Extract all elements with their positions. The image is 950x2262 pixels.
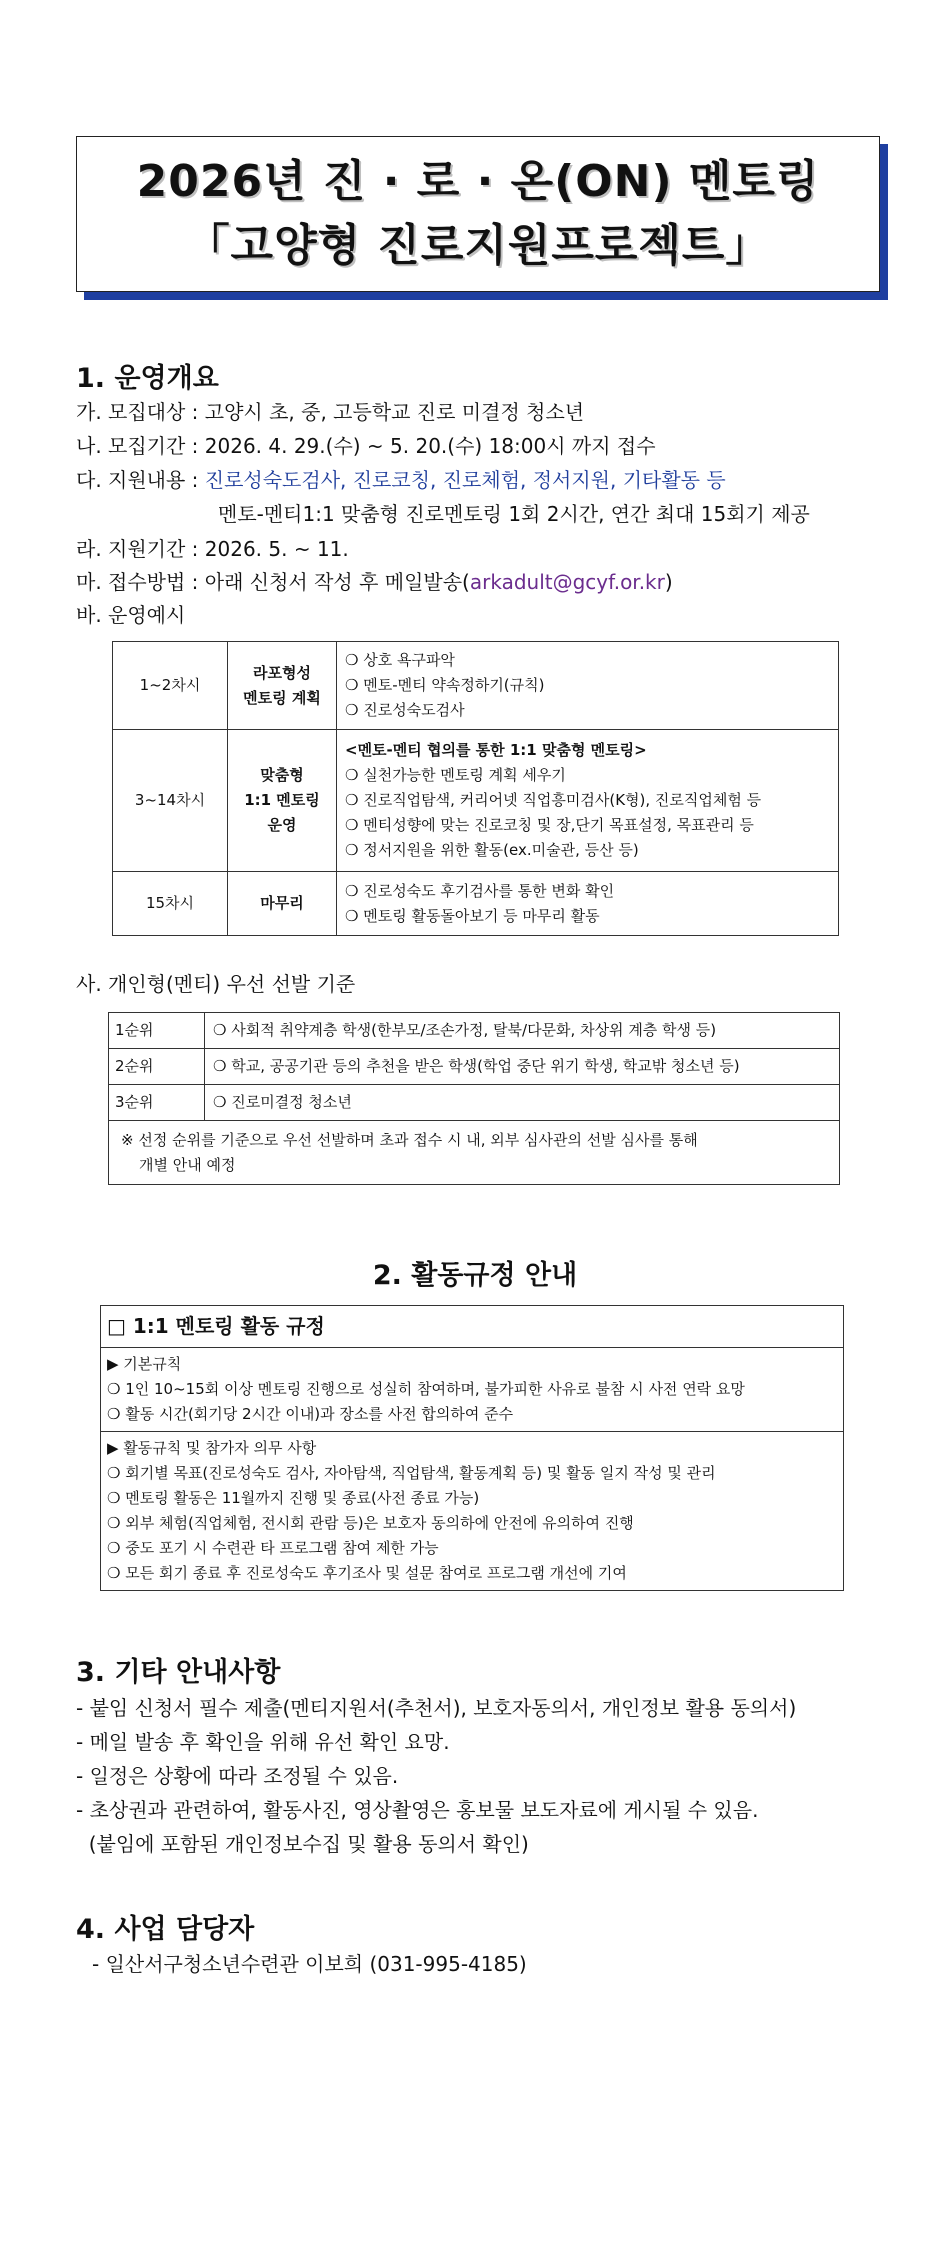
title-line-1: 2026년 진 · 로 · 온(ON) 멘토링 — [136, 156, 820, 207]
priority-heading: 사. 개인형(멘티) 우선 선발 기준 — [76, 972, 356, 996]
content-cell: ❍ 진로성숙도 후기검사를 통한 변화 확인 ❍ 멘토링 활동돌아보기 등 마무리 활동 — [337, 872, 839, 936]
section1-heading: 1. 운영개요 — [76, 363, 219, 394]
basic-rules-cell: ▶ 기본규칙 ❍ 1인 10~15회 이상 멘토링 진행으로 성실히 참여하며, 불가피한 사유로 불참 시 사전 연락 요망 ❍ 활동 시간(회기당 2시간 이내)과 장소를 사전 합의하여 준수 — [101, 1348, 844, 1432]
duty-rules-cell: ▶ 활동규칙 및 참가자 의무 사항 ❍ 회기별 목표(진로성숙도 검사, 자아탐색, 직업탐색, 활동계획 등) 및 활동 일지 작성 및 관리 ❍ 멘토링 활동은 11월까지 진행 및 종료(사전 종료 가능) ❍ 외부 체험(직업체험, 전시회 관람 등)은 보호자 동의하에 안전에 유의하여 진행 ❍ 중도 포기 시 수련관 타 프로그램 참여 제한 가능 ❍ 모든 회기 종료 후 진로성숙도 후기조사 및 설문 참여로 프로그램 개선에 기여 — [101, 1432, 844, 1591]
operation-example-table — [112, 641, 839, 936]
content-cell: ❍ 상호 욕구파악 ❍ 멘토-멘티 약속정하기(규칙) ❍ 진로성숙도검사 — [337, 642, 839, 730]
session-cell: 15차시 — [113, 872, 228, 936]
table-row — [109, 1049, 840, 1085]
session-cell: 3~14차시 — [113, 730, 228, 872]
title-line-2: 「고양형 진로지원프로젝트」 — [185, 220, 771, 271]
notice-item: (붙임에 포함된 개인정보수집 및 활용 동의서 확인) — [76, 1832, 529, 1856]
notice-item: - 초상권과 관련하여, 활동사진, 영상촬영은 홍보물 보도자료에 게시될 수 있음. — [76, 1798, 759, 1822]
table-row — [109, 1013, 840, 1049]
section3-heading: 3. 기타 안내사항 — [76, 1657, 281, 1688]
contact-email[interactable]: arkadult@gcyf.or.kr — [469, 570, 665, 594]
notice-item: - 메일 발송 후 확인을 위해 유선 확인 요망. — [76, 1730, 450, 1754]
table-row — [109, 1121, 840, 1185]
section4-heading: 4. 사업 담당자 — [76, 1914, 255, 1945]
overview-period: 나. 모집기간 : 2026. 4. 29.(수) ~ 5. 20.(수) 18:00시 까지 접수 — [76, 434, 656, 458]
priority-table — [108, 1012, 840, 1185]
table-row — [109, 1085, 840, 1121]
table-row — [113, 642, 839, 730]
notice-item: - 붙임 신청서 필수 제출(멘티지원서(추천서), 보호자동의서, 개인정보 활용 동의서) — [76, 1696, 797, 1720]
table-row — [101, 1306, 844, 1348]
overview-duration: 라. 지원기간 : 2026. 5. ~ 11. — [76, 537, 349, 561]
stage-cell: 라포형성 멘토링 계획 — [228, 642, 337, 730]
rules-box-title: □ 1:1 멘토링 활동 규정 — [101, 1306, 844, 1348]
contact-person: - 일산서구청소년수련관 이보희 (031-995-4185) — [92, 1952, 527, 1976]
stage-cell: 맞춤형 1:1 멘토링 운영 — [228, 730, 337, 872]
activity-rules-table — [100, 1305, 844, 1591]
overview-example-label: 바. 운영예시 — [76, 603, 186, 627]
table-row — [113, 730, 839, 872]
overview-target: 가. 모집대상 : 고양시 초, 중, 고등학교 진로 미결정 청소년 — [76, 400, 585, 424]
table-row — [113, 872, 839, 936]
priority-note: ※ 선정 순위를 기준으로 우선 선발하며 초과 접수 시 내, 외부 심사관의 선발 심사를 통해 개별 안내 예정 — [109, 1121, 840, 1185]
stage-cell: 마무리 — [228, 872, 337, 936]
overview-support-detail: 멘토-멘티1:1 맞춤형 진로멘토링 1회 2시간, 연간 최대 15회기 제공 — [218, 502, 810, 526]
session-cell: 1~2차시 — [113, 642, 228, 730]
criteria-cell: ❍ 진로미결정 청소년 — [205, 1085, 840, 1121]
title-banner — [76, 136, 880, 292]
overview-support: 다. 지원내용 : 진로성숙도검사, 진로코칭, 진로체험, 정서지원, 기타활동 등 — [76, 468, 726, 492]
section2-heading: 2. 활동규정 안내 — [372, 1260, 578, 1291]
title-box — [76, 136, 880, 292]
content-cell: <멘토-멘티 협의를 통한 1:1 맞춤형 멘토링> ❍ 실천가능한 멘토링 계획 세우기 ❍ 진로직업탐색, 커리어넷 직업흥미검사(K형), 진로직업체험 등 ❍ 멘티성향에 맞는 진로코칭 및 장,단기 목표설정, 목표관리 등 ❍ 정서지원을 위한 활동(ex.미술관, 등산 등) — [337, 730, 839, 872]
criteria-cell: ❍ 사회적 취약계층 학생(한부모/조손가정, 탈북/다문화, 차상위 계층 학생 등) — [205, 1013, 840, 1049]
overview-apply: 마. 접수방법 : 아래 신청서 작성 후 메일발송(arkadult@gcyf.or.kr) — [76, 570, 673, 594]
table-row — [101, 1432, 844, 1591]
criteria-cell: ❍ 학교, 공공기관 등의 추천을 받은 학생(학업 중단 위기 학생, 학교밖 청소년 등) — [205, 1049, 840, 1085]
rank-cell: 3순위 — [109, 1085, 205, 1121]
table-row — [101, 1348, 844, 1432]
rank-cell: 2순위 — [109, 1049, 205, 1085]
rank-cell: 1순위 — [109, 1013, 205, 1049]
notice-item: - 일정은 상황에 따라 조정될 수 있음. — [76, 1764, 399, 1788]
